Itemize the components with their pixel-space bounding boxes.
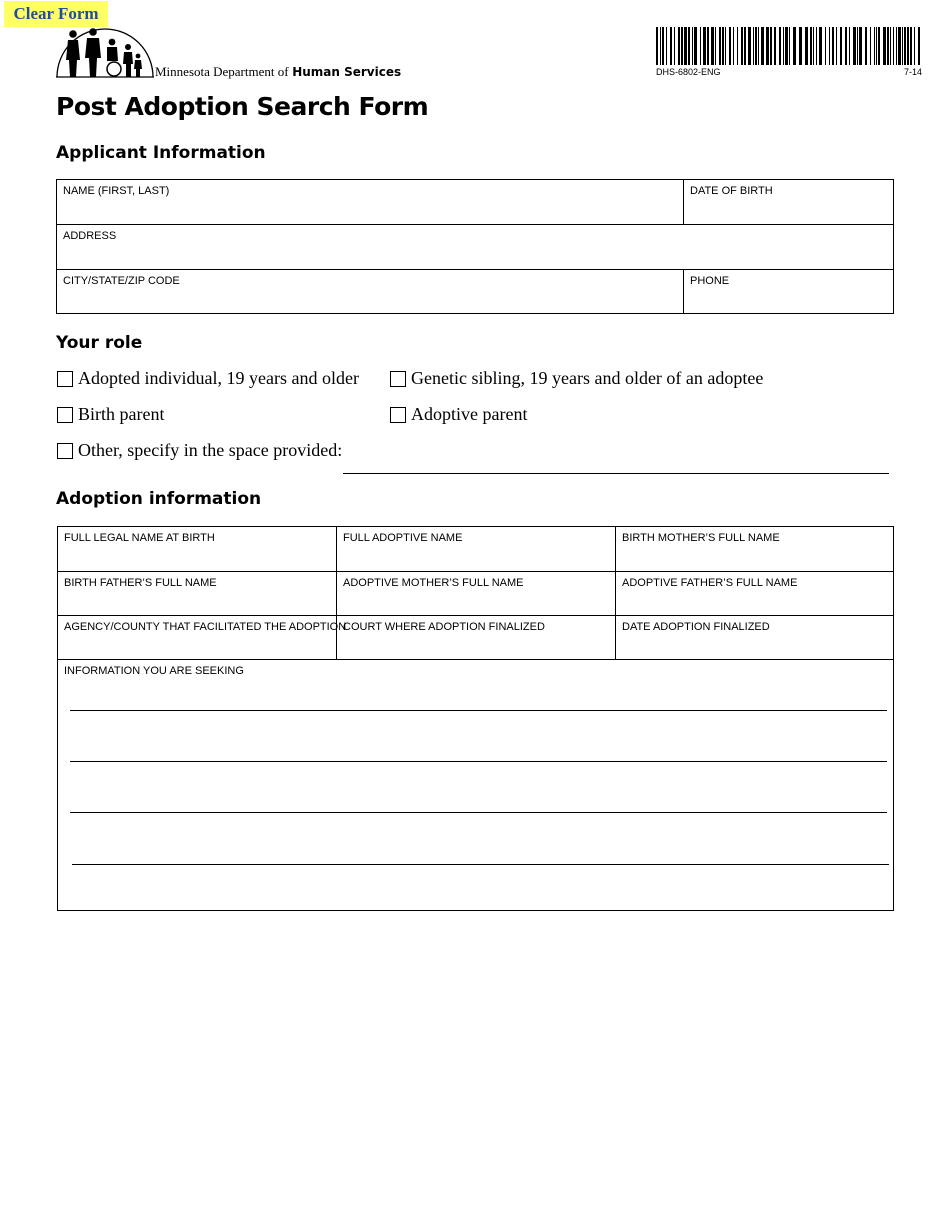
court-label: COURT WHERE ADOPTION FINALIZED xyxy=(343,621,545,633)
city-label: CITY/STATE/ZIP CODE xyxy=(63,275,180,287)
adoptive-mother-label: ADOPTIVE MOTHER’S FULL NAME xyxy=(343,577,524,589)
adoptive-mother-field[interactable] xyxy=(343,594,609,612)
role-other-specify-field[interactable] xyxy=(343,457,889,474)
adoptive-mother-cell xyxy=(337,572,616,616)
agency-county-label: AGENCY/COUNTY THAT FACILITATED THE ADOPTION xyxy=(64,621,347,633)
role-genetic-sibling-label: Genetic sibling, 19 years and older of an adoptee xyxy=(411,368,764,388)
legal-name-birth-cell xyxy=(58,527,337,572)
dob-label: DATE OF BIRTH xyxy=(690,185,773,197)
city-cell xyxy=(57,270,684,314)
agency-county-cell xyxy=(58,616,347,660)
birth-mother-label: BIRTH MOTHER’S FULL NAME xyxy=(622,532,780,544)
date-finalized-cell xyxy=(616,616,894,660)
adoptive-name-label: FULL ADOPTIVE NAME xyxy=(343,532,463,544)
role-adopted-individual-label: Adopted individual, 19 years and older xyxy=(78,368,359,388)
role-other-label: Other, specify in the space provided: xyxy=(78,440,343,460)
agency-name xyxy=(155,64,401,80)
role-birth-parent-label: Birth parent xyxy=(78,404,165,424)
information-seeking-label: INFORMATION YOU ARE SEEKING xyxy=(64,665,244,677)
adoption-heading: Adoption information xyxy=(56,489,262,509)
city-state-zip-field[interactable] xyxy=(63,292,677,310)
birth-mother-field[interactable] xyxy=(622,550,887,568)
court-cell xyxy=(337,616,616,660)
applicant-grid xyxy=(56,179,894,314)
agency-division: Human Services xyxy=(292,65,402,79)
dhs-logo-icon xyxy=(56,26,154,78)
birth-father-cell xyxy=(58,572,337,616)
legal-name-birth-field[interactable] xyxy=(64,550,330,568)
court-field[interactable] xyxy=(343,638,609,656)
phone-cell xyxy=(684,270,894,314)
role-genetic-sibling[interactable] xyxy=(390,368,763,389)
role-adopted-individual-checkbox[interactable] xyxy=(57,371,73,387)
form-number: DHS-6802-ENG xyxy=(656,67,721,77)
agency-dept: Minnesota Department of xyxy=(155,64,289,79)
information-seeking-line[interactable] xyxy=(70,790,887,813)
role-adoptive-parent-checkbox[interactable] xyxy=(390,407,406,423)
revision-date: 7-14 xyxy=(903,67,922,77)
role-birth-parent-checkbox[interactable] xyxy=(57,407,73,423)
role-genetic-sibling-checkbox[interactable] xyxy=(390,371,406,387)
address-label: ADDRESS xyxy=(63,230,117,242)
information-seeking-line[interactable] xyxy=(70,739,887,762)
role-adopted-individual[interactable] xyxy=(57,368,359,389)
address-cell xyxy=(57,225,894,270)
role-birth-parent[interactable] xyxy=(57,404,164,425)
birth-father-label: BIRTH FATHER’S FULL NAME xyxy=(64,577,217,589)
name-label: NAME (FIRST, LAST) xyxy=(63,185,170,197)
birth-father-field[interactable] xyxy=(64,594,330,612)
name-field[interactable] xyxy=(63,203,677,221)
phone-label: PHONE xyxy=(690,275,730,287)
role-other[interactable] xyxy=(57,440,342,461)
role-other-checkbox[interactable] xyxy=(57,443,73,459)
role-heading: Your role xyxy=(56,333,143,353)
phone-field[interactable] xyxy=(690,292,887,310)
adoptive-name-field[interactable] xyxy=(343,550,609,568)
role-adoptive-parent-label: Adoptive parent xyxy=(411,404,528,424)
dob-cell xyxy=(684,180,894,225)
agency-county-field[interactable] xyxy=(64,638,330,656)
information-seeking-line[interactable] xyxy=(70,688,887,711)
birth-mother-cell xyxy=(616,527,894,572)
legal-name-birth-label: FULL LEGAL NAME AT BIRTH xyxy=(64,532,215,544)
adoption-grid xyxy=(57,526,894,660)
adoptive-name-cell xyxy=(337,527,616,572)
page-title: Post Adoption Search Form xyxy=(56,92,429,121)
name-cell xyxy=(57,180,684,225)
adoptive-father-label: ADOPTIVE FATHER’S FULL NAME xyxy=(622,577,798,589)
role-adoptive-parent[interactable] xyxy=(390,404,527,425)
barcode-icon xyxy=(656,27,922,65)
dob-field[interactable] xyxy=(690,203,887,221)
information-seeking-box xyxy=(57,659,894,911)
clear-form-button[interactable]: Clear Form xyxy=(4,1,108,27)
adoptive-father-cell xyxy=(616,572,894,616)
applicant-heading: Applicant Information xyxy=(56,143,266,163)
address-field[interactable] xyxy=(63,248,887,266)
adoptive-father-field[interactable] xyxy=(622,594,887,612)
date-finalized-field[interactable] xyxy=(622,638,887,656)
information-seeking-line[interactable] xyxy=(72,842,889,865)
date-finalized-label: DATE ADOPTION FINALIZED xyxy=(622,621,770,633)
